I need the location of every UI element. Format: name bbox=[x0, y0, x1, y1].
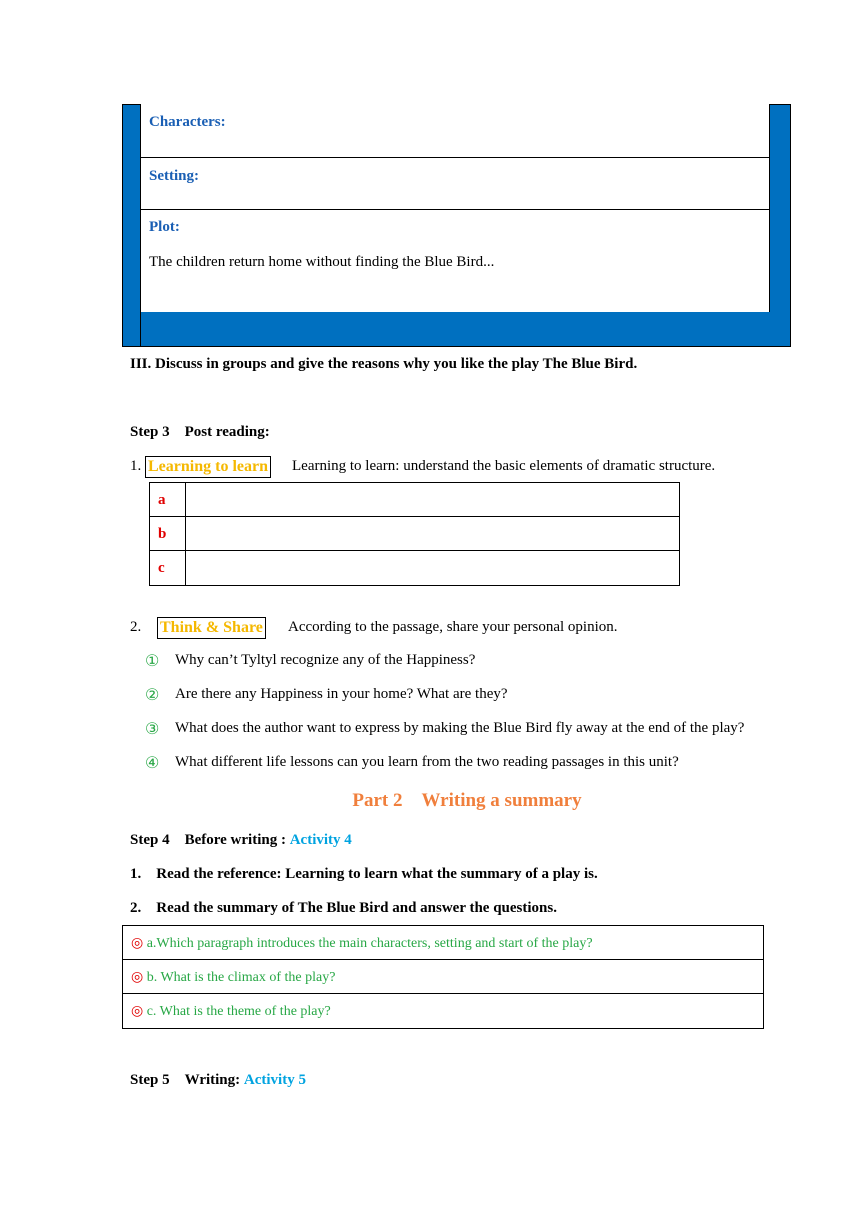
table-row bbox=[150, 517, 679, 551]
dramatic-structure-table bbox=[149, 482, 680, 586]
table-row bbox=[150, 483, 679, 517]
step4-heading-line bbox=[130, 832, 352, 849]
characters-label: Characters: bbox=[149, 114, 226, 130]
step4-item1: 1. Read the reference: Learning to learn what the summary of a play is. bbox=[130, 866, 598, 882]
circle-mark-icon: ◎ bbox=[131, 1004, 144, 1019]
row-letter-a: a bbox=[158, 492, 166, 508]
summary-question-c-text: c. What is the theme of the play? bbox=[146, 1004, 331, 1019]
characters-row bbox=[141, 104, 769, 158]
story-table bbox=[140, 104, 770, 312]
question-4-number: ④ bbox=[145, 755, 160, 772]
setting-row bbox=[141, 158, 769, 210]
question-4-text: What different life lessons can you learn from the two reading passages in this unit? bbox=[175, 754, 679, 770]
step5-heading-line bbox=[130, 1072, 306, 1089]
step4-activity: Activity 4 bbox=[289, 832, 352, 848]
step3-item2-number: 2. bbox=[130, 619, 142, 635]
plot-row bbox=[141, 210, 769, 312]
question-1-number: ① bbox=[145, 653, 160, 670]
setting-label: Setting: bbox=[149, 168, 199, 184]
step3-item1-number: 1. bbox=[130, 458, 142, 474]
summary-question-b bbox=[131, 969, 335, 986]
step3-item1-text: Learning to learn: understand the basic elements of dramatic structure. bbox=[292, 458, 716, 474]
circle-mark-icon: ◎ bbox=[131, 970, 144, 985]
plot-label: Plot: bbox=[149, 219, 180, 235]
circle-mark-icon: ◎ bbox=[131, 936, 144, 951]
question-2-text: Are there any Happiness in your home? What are they? bbox=[175, 686, 508, 702]
summary-question-b-text: b. What is the climax of the play? bbox=[146, 970, 336, 985]
learning-to-learn-badge: Learning to learn bbox=[145, 456, 271, 478]
question-2-number: ② bbox=[145, 687, 160, 704]
question-3-text: What does the author want to express by making the Blue Bird fly away at the end of the play? bbox=[175, 720, 745, 736]
step5-activity: Activity 5 bbox=[243, 1072, 306, 1088]
step3-item2-text: According to the passage, share your personal opinion. bbox=[288, 619, 618, 635]
table-row bbox=[123, 926, 763, 960]
summary-question-a-text: a.Which paragraph introduces the main characters, setting and start of the play? bbox=[146, 936, 593, 951]
section3-heading: III. Discuss in groups and give the reasons why you like the play The Blue Bird. bbox=[130, 356, 638, 372]
part2-title: Part 2 Writing a summary bbox=[352, 790, 582, 811]
table-row bbox=[123, 994, 763, 1028]
step3-heading: Step 3 Post reading: bbox=[130, 424, 270, 440]
step4-heading: Step 4 Before writing : bbox=[130, 832, 286, 848]
step5-heading: Step 5 Writing: bbox=[130, 1072, 241, 1088]
question-1-text: Why can’t Tyltyl recognize any of the Happiness? bbox=[175, 652, 476, 668]
summary-question-c bbox=[131, 1003, 331, 1020]
summary-question-a bbox=[131, 935, 593, 952]
story-table-divider bbox=[140, 312, 141, 347]
question-3-number: ③ bbox=[145, 721, 160, 738]
table-row bbox=[123, 960, 763, 994]
step4-item2: 2. Read the summary of The Blue Bird and answer the questions. bbox=[130, 900, 557, 916]
row-letter-c: c bbox=[158, 560, 165, 576]
table-row bbox=[150, 551, 679, 585]
think-and-share-badge: Think & Share bbox=[157, 617, 266, 639]
table-column-divider bbox=[185, 483, 186, 585]
plot-text: The children return home without finding the Blue Bird... bbox=[149, 254, 495, 270]
row-letter-b: b bbox=[158, 526, 167, 542]
summary-questions-table bbox=[122, 925, 764, 1029]
